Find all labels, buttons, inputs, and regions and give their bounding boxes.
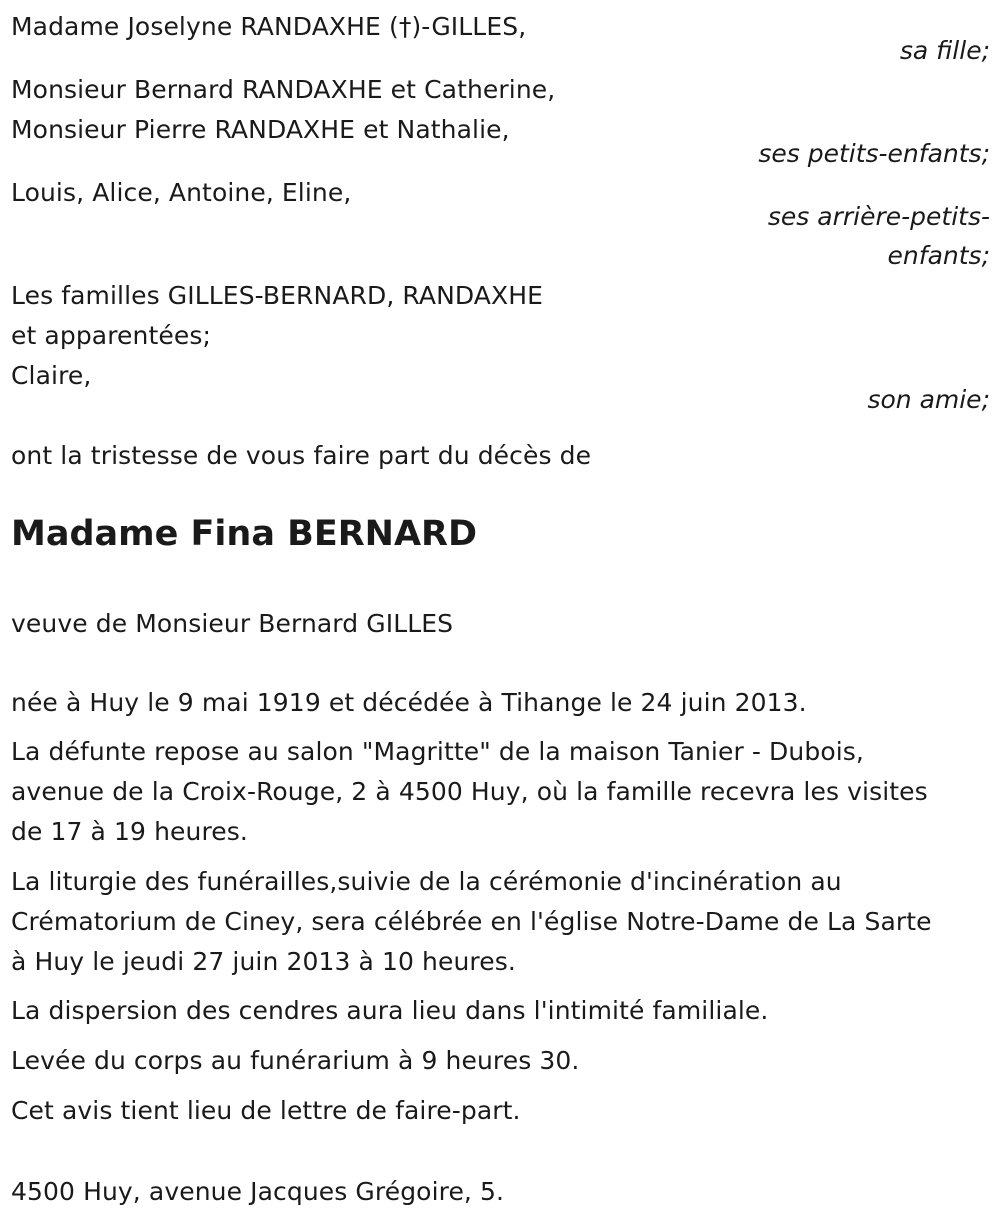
sender-great-grandchildren: Louis, Alice, Antoine, Eline,: [11, 178, 352, 207]
sender-grandson-pierre: Monsieur Pierre RANDAXHE et Nathalie,: [11, 115, 510, 144]
sender-families-2: et apparentées;: [11, 321, 211, 350]
liturgy-line-2: Crématorium de Ciney, sera célébrée en l'église Notre-Dame de La Sarte: [11, 907, 932, 936]
repose-line-2: avenue de la Croix-Rouge, 2 à 4500 Huy, où la famille recevra les visites: [11, 777, 928, 806]
liturgy-line-1: La liturgie des funérailles,suivie de la cérémonie d'incinération au: [11, 867, 842, 896]
deceased-name: Madame Fina BERNARD: [11, 514, 478, 554]
repose-line-3: de 17 à 19 heures.: [11, 817, 248, 846]
announcement-text: ont la tristesse de vous faire part du décès de: [11, 441, 592, 470]
relation-great-grandchildren-2: enfants;: [887, 241, 990, 270]
relation-grandchildren: ses petits-enfants;: [758, 139, 990, 168]
notice-statement: Cet avis tient lieu de lettre de faire-part.: [11, 1096, 521, 1125]
family-address: 4500 Huy, avenue Jacques Grégoire, 5.: [11, 1177, 505, 1206]
relation-friend: son amie;: [867, 385, 990, 414]
deceased-spouse: veuve de Monsieur Bernard GILLES: [11, 609, 454, 638]
relation-daughter: sa fille;: [899, 36, 990, 65]
deceased-dates: née à Huy le 9 mai 1919 et décédée à Tihange le 24 juin 2013.: [11, 688, 807, 717]
sender-friend: Claire,: [11, 361, 92, 390]
sender-families-1: Les familles GILLES-BERNARD, RANDAXHE: [11, 281, 544, 310]
body-removal: Levée du corps au funérarium à 9 heures 30.: [11, 1046, 580, 1075]
sender-daughter: Madame Joselyne RANDAXHE (†)-GILLES,: [11, 12, 527, 41]
repose-line-1: La défunte repose au salon "Magritte" de la maison Tanier - Dubois,: [11, 737, 864, 766]
relation-great-grandchildren-1: ses arrière-petits-: [767, 202, 990, 231]
liturgy-line-3: à Huy le jeudi 27 juin 2013 à 10 heures.: [11, 947, 516, 976]
sender-grandson-bernard: Monsieur Bernard RANDAXHE et Catherine,: [11, 75, 556, 104]
ashes-dispersion: La dispersion des cendres aura lieu dans l'intimité familiale.: [11, 996, 769, 1025]
